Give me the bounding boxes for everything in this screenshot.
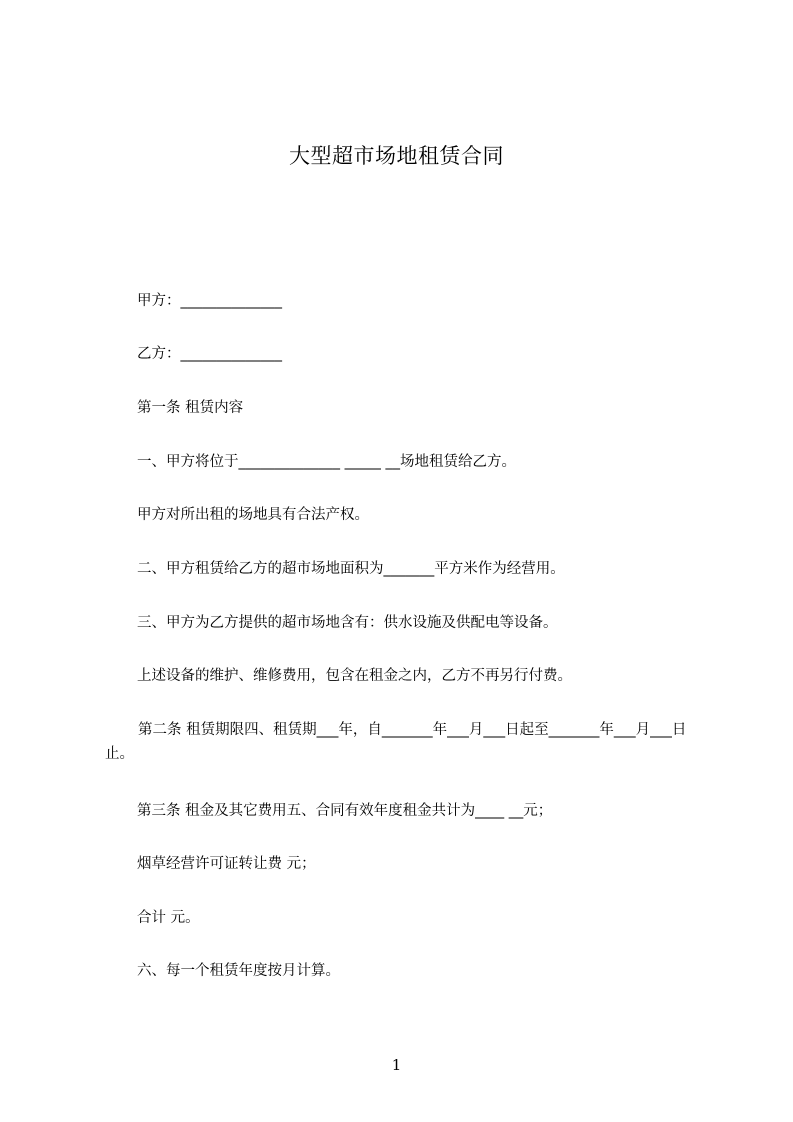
clause-ownership: 甲方对所出租的场地具有合法产权。 [137, 507, 369, 523]
clause-6-monthly: 六、每一个租赁年度按月计算。 [137, 963, 340, 979]
clause-2-area: 二、甲方租赁给乙方的超市场地面积为_______平方米作为经营用。 [137, 561, 565, 577]
article-2-lease-term: 第二条 租赁期限四、租赁期___年，自_______年___月___日起至_______年___月___日止。 [105, 722, 687, 762]
article-3-rent: 第三条 租金及其它费用五、合同有效年度租金共计为____ __元； [137, 803, 553, 819]
page-number: 1 [391, 1056, 402, 1074]
article-1-heading: 第一条 租赁内容 [137, 400, 244, 416]
clause-tobacco-license-fee: 烟草经营许可证转让费 元； [137, 856, 316, 872]
clause-total: 合计 元。 [137, 910, 200, 926]
document-title: 大型超市场地租赁合同 [289, 144, 504, 168]
clause-1-location: 一、甲方将位于______________ _____ __场地租赁给乙方。 [137, 454, 516, 470]
party-a-line: 甲方：______________ [137, 293, 282, 309]
clause-3-facilities: 三、甲方为乙方提供的超市场地含有：供水设施及供配电等设备。 [137, 615, 558, 631]
party-b-line: 乙方：______________ [137, 346, 282, 362]
clause-maintenance: 上述设备的维护、维修费用，包含在租金之内，乙方不再另行付费。 [137, 668, 572, 684]
